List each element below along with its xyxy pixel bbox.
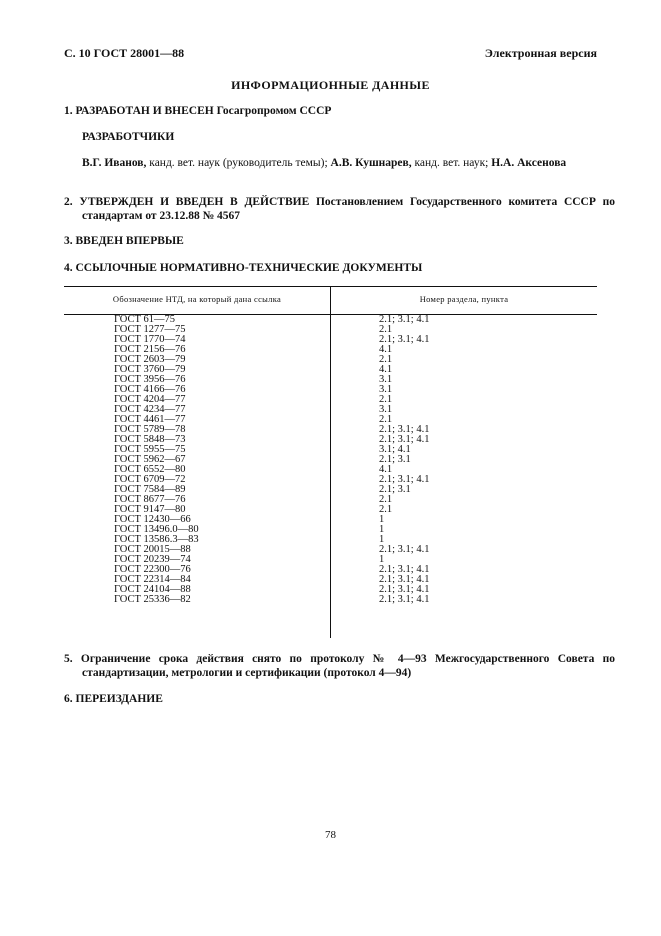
- section-reference: 2.1; 3.1: [379, 484, 411, 495]
- section-reference: 2.1; 3.1: [379, 454, 411, 465]
- section-reference: 4.1: [379, 464, 393, 475]
- developer-1-name: В.Г. Иванов,: [82, 157, 147, 169]
- section-4-text: ССЫЛОЧНЫЕ НОРМАТИВНО-ТЕХНИЧЕСКИЕ ДОКУМЕНТЫ: [75, 262, 423, 274]
- document-designation: ГОСТ 4204—77: [114, 394, 186, 405]
- section-reference: 1: [379, 514, 385, 525]
- section-reference: 2.1: [379, 354, 393, 365]
- section-reference: 2.1; 3.1; 4.1: [379, 424, 430, 435]
- document-designation: ГОСТ 12430—66: [114, 514, 191, 525]
- section-reference: 2.1; 3.1; 4.1: [379, 564, 430, 575]
- document-designation: ГОСТ 13586.3—83: [114, 534, 199, 545]
- document-designation: ГОСТ 2156—76: [114, 344, 186, 355]
- section-reference: 1: [379, 554, 385, 565]
- section-3-text: ВВЕДЕН ВПЕРВЫЕ: [75, 235, 184, 247]
- section-reference: 3.1: [379, 404, 393, 415]
- document-designation: ГОСТ 20239—74: [114, 554, 191, 565]
- section-reference: 2.1: [379, 414, 393, 425]
- section-3: [64, 234, 597, 248]
- section-4-number: 4.: [64, 262, 73, 274]
- section-6-number: 6.: [64, 693, 73, 705]
- page-number: 78: [325, 829, 336, 841]
- table-row: [64, 595, 597, 605]
- standard-designation: С. 10 ГОСТ 28001—88: [64, 46, 185, 60]
- section-reference: 2.1: [379, 394, 393, 405]
- developer-1-desc: канд. вет. наук (руководитель темы);: [149, 157, 328, 169]
- section-reference: 2.1; 3.1; 4.1: [379, 474, 430, 485]
- section-reference: 3.1: [379, 384, 393, 395]
- section-2-text: УТВЕРЖДЕН И ВВЕДЕН В ДЕЙСТВИЕ Постановлением Государственного комитета СССР по стандартам от 23.12.88 № 4567: [79, 196, 615, 222]
- document-designation: ГОСТ 3760—79: [114, 364, 186, 375]
- section-6-text: ПЕРЕИЗДАНИЕ: [75, 693, 163, 705]
- section-reference: 1: [379, 524, 385, 535]
- document-designation: ГОСТ 8677—76: [114, 494, 186, 505]
- section-reference: 2.1; 3.1; 4.1: [379, 434, 430, 445]
- section-reference: 1: [379, 534, 385, 545]
- section-6: [64, 692, 597, 706]
- section-3-number: 3.: [64, 235, 73, 247]
- section-reference: 2.1: [379, 494, 393, 505]
- section-reference: 2.1; 3.1; 4.1: [379, 314, 430, 325]
- developer-3-name: Н.А. Аксенова: [491, 157, 567, 169]
- document-designation: ГОСТ 7584—89: [114, 484, 186, 495]
- section-2-number: 2.: [64, 196, 73, 208]
- table-body: [64, 315, 597, 605]
- developer-2-desc: канд. вет. наук;: [414, 157, 489, 169]
- page-header: [64, 46, 597, 62]
- document-designation: ГОСТ 24104—88: [114, 584, 191, 595]
- developers-heading: РАЗРАБОТЧИКИ: [82, 131, 175, 143]
- section-1: [64, 104, 597, 169]
- reference-table: [64, 286, 597, 638]
- version-label: Электронная версия: [484, 46, 597, 60]
- document-designation: ГОСТ 13496.0—80: [114, 524, 199, 535]
- document-designation: ГОСТ 5848—73: [114, 434, 186, 445]
- document-designation: ГОСТ 4234—77: [114, 404, 186, 415]
- document-designation: ГОСТ 1770—74: [114, 334, 186, 345]
- section-reference: 2.1; 3.1; 4.1: [379, 334, 430, 345]
- document-designation: ГОСТ 3956—76: [114, 374, 186, 385]
- document-designation: ГОСТ 22314—84: [114, 574, 191, 585]
- section-2: [64, 195, 615, 223]
- document-designation: ГОСТ 5789—78: [114, 424, 186, 435]
- section-reference: 2.1: [379, 324, 393, 335]
- section-reference: 3.1: [379, 374, 393, 385]
- document-designation: ГОСТ 1277—75: [114, 324, 186, 335]
- document-designation: ГОСТ 9147—80: [114, 504, 186, 515]
- document-designation: ГОСТ 20015—88: [114, 544, 191, 555]
- developers-list: [82, 156, 597, 170]
- table-header-section: Номер раздела, пункта: [419, 294, 509, 304]
- document-designation: ГОСТ 61—75: [114, 314, 176, 325]
- section-reference: 2.1; 3.1; 4.1: [379, 574, 430, 585]
- document-designation: ГОСТ 22300—76: [114, 564, 191, 575]
- section-reference: 2.1: [379, 504, 393, 515]
- section-reference: 2.1; 3.1; 4.1: [379, 594, 430, 605]
- section-5: [64, 652, 615, 680]
- section-5-text: Ограничение срока действия снято по протоколу № 4—93 Межгосударственного Совета по стандартизации, метрологии и сертификации (протокол 4—94): [80, 653, 615, 679]
- section-5-number: 5.: [64, 653, 73, 665]
- document-designation: ГОСТ 4461—77: [114, 414, 186, 425]
- section-reference: 4.1: [379, 344, 393, 355]
- document-designation: ГОСТ 6552—80: [114, 464, 186, 475]
- section-reference: 4.1: [379, 364, 393, 375]
- page-title: ИНФОРМАЦИОННЫЕ ДАННЫЕ: [231, 78, 430, 92]
- document-designation: ГОСТ 6709—72: [114, 474, 186, 485]
- document-designation: ГОСТ 2603—79: [114, 354, 186, 365]
- table-header-document: Обозначение НТД, на который дана ссылка: [112, 294, 282, 304]
- document-designation: ГОСТ 25336—82: [114, 594, 191, 605]
- section-4: [64, 261, 597, 275]
- document-designation: ГОСТ 5962—67: [114, 454, 186, 465]
- section-reference: 3.1; 4.1: [379, 444, 411, 455]
- section-1-text: РАЗРАБОТАН И ВНЕСЕН Госагропромом СССР: [75, 105, 332, 117]
- section-reference: 2.1; 3.1; 4.1: [379, 584, 430, 595]
- section-1-number: 1.: [64, 105, 73, 117]
- section-reference: 2.1; 3.1; 4.1: [379, 544, 430, 555]
- document-designation: ГОСТ 4166—76: [114, 384, 186, 395]
- document-designation: ГОСТ 5955—75: [114, 444, 186, 455]
- developer-2-name: А.В. Кушнарев,: [330, 157, 412, 169]
